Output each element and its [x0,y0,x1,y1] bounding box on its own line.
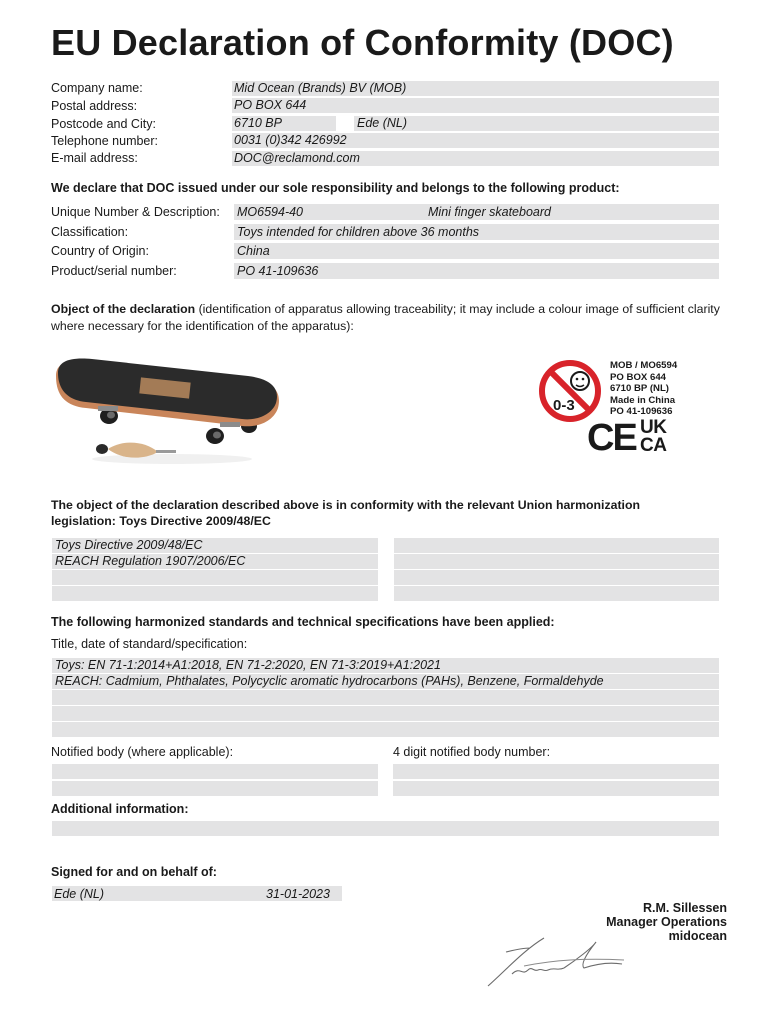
signature-icon [484,930,634,992]
legislation-field [52,570,378,585]
object-declaration-text [51,301,731,335]
label-email: E-mail address: [51,151,138,165]
ukca-bottom-text: CA [640,435,667,456]
legislation-field [394,554,719,569]
city-field [354,116,719,131]
label-classification: Classification: [51,225,129,239]
signatory-company: midocean [668,929,727,943]
label-info-line: PO BOX 644 [610,371,666,383]
company-name-value: Mid Ocean (Brands) BV (MOB) [234,81,407,95]
label-unique-number: Unique Number & Description: [51,205,220,219]
skateboard-image [52,356,284,468]
legislation-field [394,570,719,585]
notified-number-field [393,764,719,779]
city-value: Ede (NL) [357,116,408,130]
origin-value: China [237,244,270,258]
label-country-origin: Country of Origin: [51,244,149,258]
label-company-name: Company name: [51,81,143,95]
label-info-line: 6710 BP (NL) [610,383,670,394]
additional-info-field [52,821,719,836]
notified-number-label: 4 digit notified body number: [393,745,551,759]
standards-field [52,706,719,721]
label-info-line: MOB / MO6594 [610,360,678,371]
label-serial-number: Product/serial number: [51,264,177,278]
legislation-field [52,586,378,601]
legislation-item: Toys Directive 2009/48/EC [55,538,203,552]
label-info-line: PO 41-109636 [610,406,673,417]
label-telephone: Telephone number: [51,134,159,148]
declare-heading: We declare that DOC issued under our sole responsibility and belongs to the following product: [51,181,620,195]
object-declaration-body: (identification of apparatus allowing traceability; it may include a colour image of sufficient clarity where necessary for the identification of the apparatus): [51,302,720,333]
object-declaration-bold: Object of the declaration [51,302,196,316]
origin-field [234,243,719,259]
legislation-field [394,586,719,601]
signed-place-value: Ede (NL) [54,887,105,901]
notified-number-field [393,781,719,796]
ukca-mark-icon [640,419,666,455]
legislation-field [394,538,719,553]
label-postal-address: Postal address: [51,99,138,113]
standards-heading: The following harmonized standards and technical specifications have been applied: [51,615,555,629]
email-value: DOC@reclamond.com [234,151,360,165]
signed-label: Signed for and on behalf of: [51,865,217,879]
signatory-name: R.M. Sillessen [642,901,727,915]
standards-label: Title, date of standard/specification: [51,637,248,651]
label-info-block [610,360,677,418]
notified-body-label: Notified body (where applicable): [51,745,234,759]
notified-body-field [52,781,378,796]
serial-value: PO 41-109636 [237,264,319,278]
unique-number-value: MO6594-40 [237,205,304,219]
age-range-text: 0-3 [553,397,575,414]
additional-info-label: Additional information: [51,802,189,816]
label-info-line: Made in China [610,394,676,406]
telephone-value: 0031 (0)342 426992 [234,133,347,147]
standards-field [52,690,719,705]
ce-mark-icon: CE [587,417,636,459]
signatory-role: Manager Operations [606,915,727,929]
description-value: Mini finger skateboard [428,205,551,219]
notified-body-field [52,764,378,779]
standards-item: Toys: EN 71-1:2014+A1:2018, EN 71-2:2020, EN 71-3:2019+A1:2021 [55,658,441,672]
page-title: EU Declaration of Conformity (DOC) [51,22,674,63]
signed-date-value: 31-01-2023 [266,887,330,901]
conformity-heading: The object of the declaration described above is in conformity with the relevant Union harmonization legislation: Toys Directive 2009/48/EC [51,498,640,528]
legislation-item: REACH Regulation 1907/2006/EC [55,554,246,568]
standards-item: REACH: Cadmium, Phthalates, Polycyclic aromatic hydrocarbons (PAHs), Benzene, Formaldehyde [55,674,604,688]
postal-address-value: PO BOX 644 [234,98,307,112]
postcode-value: 6710 BP [234,116,282,130]
label-postcode-city: Postcode and City: [51,117,156,131]
standards-field [52,722,719,737]
ukca-top-text: UK [640,417,667,438]
classification-value: Toys intended for children above 36 months [237,225,480,239]
